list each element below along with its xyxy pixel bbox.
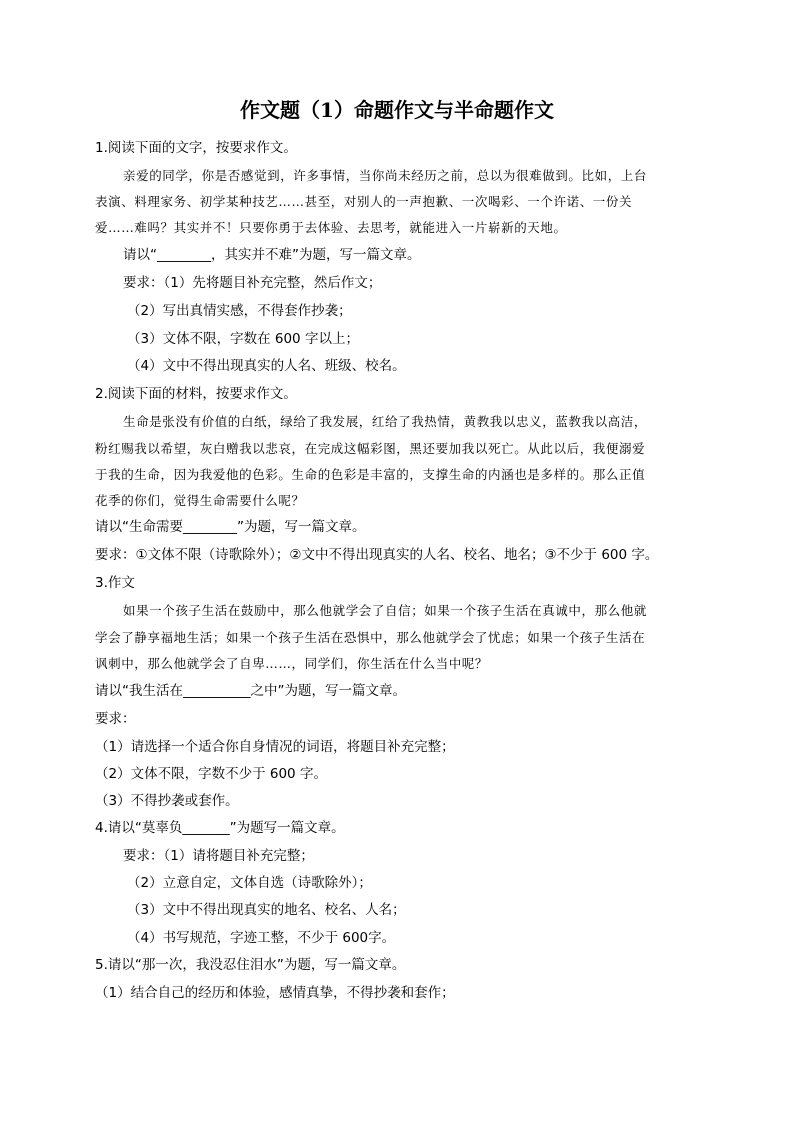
prompt-line: 请以“我生活在__________之中”为题，写一篇文章。 [95, 683, 406, 699]
requirement-line: 要求：（1）请将题目补充完整； [123, 848, 314, 864]
requirement-line: 要求：（1）先将题目补充完整，然后作文； [123, 275, 382, 291]
prompt-line: 请以“________，其实并不难”为题，写一篇文章。 [123, 247, 421, 263]
question-3-heading: 3.作文 [95, 575, 135, 591]
passage-line: 表演、料理家务、初学某种技艺……甚至，对别人的一声抱歉、一次喝彩、一个许诺、一份关 [95, 194, 633, 209]
requirement-line: （2）文体不限，字数不少于 600 字。 [95, 766, 327, 782]
requirement-heading: 要求： [95, 711, 136, 727]
requirement-line: 要求：①文体不限（诗歌除外）；②文中不得出现真实的人名、校名、地名；③不少于 600 字。 [95, 547, 659, 563]
passage-line: 学会了静享福地生活；如果一个孩子生活在恐惧中，那么他就学会了忧虑；如果一个孩子生活在 [95, 630, 646, 645]
passage-line: 讽刺中，那么他就学会了自卑……，同学们，你生活在什么当中呢？ [95, 656, 489, 671]
requirement-line: （1）请选择一个适合你自身情况的词语，将题目补充完整； [95, 739, 455, 755]
passage-line: 如果一个孩子生活在鼓励中，那么他就学会了自信；如果一个孩子生活在真诚中，那么他就 [123, 603, 648, 618]
requirement-line: （4）文中不得出现真实的人名、班级、校名。 [127, 358, 406, 374]
requirement-line: （3）文中不得出现真实的地名、校名、人名； [127, 902, 406, 918]
prompt-line: 请以“生命需要________”为题，写一篇文章。 [95, 519, 366, 535]
requirement-line: （3）不得抄袭或套作。 [95, 793, 239, 809]
question-5-heading: 5.请以“那一次，我没忍住泪水”为题，写一篇文章。 [95, 957, 406, 973]
requirement-line: （1）结合自己的经历和体验，感情真挚，不得抄袭和套作； [95, 985, 455, 1001]
passage-line: 爱……难吗？其实并不！只要你勇于去体验、去思考，就能进入一片崭新的天地。 [95, 220, 567, 235]
passage-line: 花季的你们，觉得生命需要什么呢？ [95, 493, 305, 508]
passage-line: 粉红赐我以希望，灰白赠我以悲哀，在完成这幅彩图，黑还要加我以死亡。从此以后，我便溺爱 [95, 441, 646, 456]
document-title: 作文题（1）命题作文与半命题作文 [240, 98, 554, 122]
requirement-line: （4）书写规范，字迹工整，不少于 600字。 [127, 930, 396, 946]
question-1-heading: 1.阅读下面的文字，按要求作文。 [95, 140, 297, 156]
question-2-heading: 2.阅读下面的材料，按要求作文。 [95, 386, 297, 402]
question-4-heading: 4.请以“莫辜负_______”为题写一篇文章。 [95, 820, 345, 836]
requirement-line: （2）立意自定，文体自选（诗歌除外）； [127, 875, 372, 891]
requirement-line: （2）写出真情实感，不得套作抄袭； [127, 303, 352, 319]
passage-line: 生命是张没有价值的白纸，绿给了我发展，红给了我热情，黄教我以忠义，蓝教我以高洁， [123, 414, 648, 429]
passage-line: 亲爱的同学，你是否感觉到，许多事情，当你尚未经历之前，总以为很难做到。比如，上台 [123, 168, 648, 183]
passage-line: 于我的生命，因为我爱他的色彩。生命的色彩是丰富的，支撑生命的内涵也是多样的。那么正值 [95, 467, 646, 482]
requirement-line: （3）文体不限，字数在 600 字以上； [127, 331, 359, 347]
